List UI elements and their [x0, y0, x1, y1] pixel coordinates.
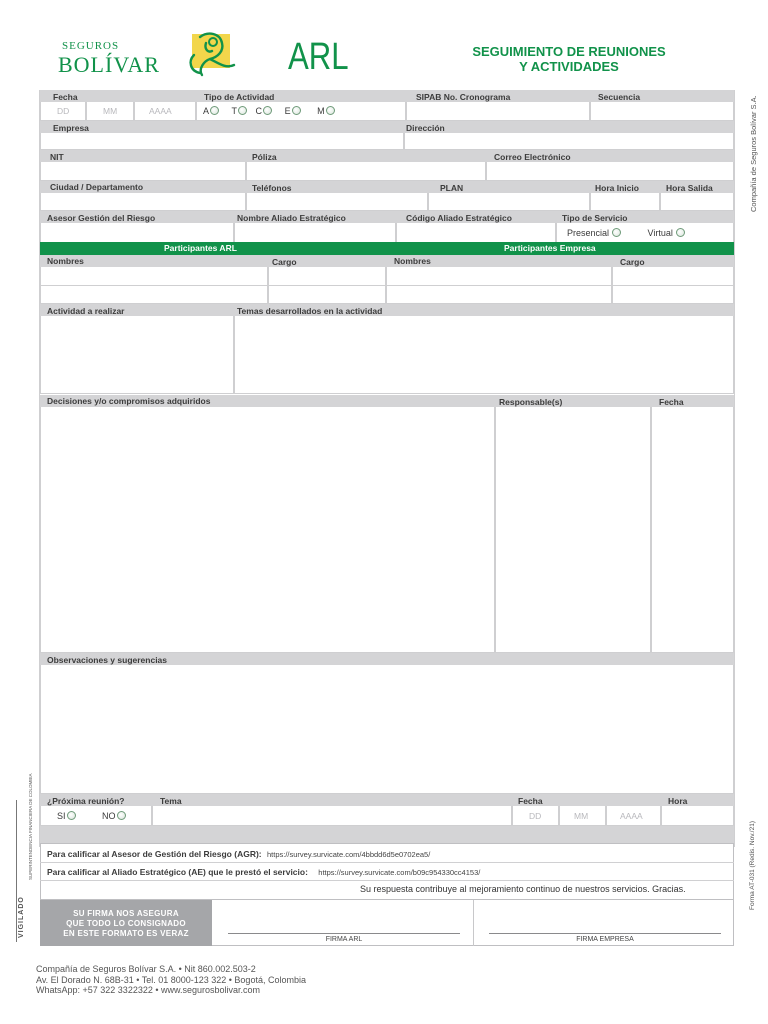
empresa-cargo-2[interactable] — [612, 286, 734, 304]
direccion-label: Dirección — [406, 123, 445, 133]
arl-cargo-label: Cargo — [272, 257, 297, 267]
signature-divider — [473, 900, 474, 946]
ciudad-label: Ciudad / Departamento — [50, 182, 144, 192]
fecha-dd-field[interactable] — [40, 102, 86, 121]
sipab-label: SIPAB No. Cronograma — [416, 92, 511, 102]
ae-url-link[interactable]: https://survey.survicate.com/b09c954330cc4153/ — [318, 868, 481, 877]
empresa-cargo-label: Cargo — [620, 257, 645, 267]
notice-line1: SU FIRMA NOS ASEGURA — [73, 909, 179, 918]
hora-inicio-label: Hora Inicio — [595, 183, 639, 193]
survey-divider-2 — [40, 880, 734, 881]
footer — [36, 964, 306, 996]
agr-url-link[interactable]: https://survey.survicate.com/4bbdd6d5e0702ea5/ — [267, 850, 431, 859]
vigilado-box — [16, 800, 38, 942]
tipo-e-label: E — [284, 106, 291, 116]
poliza-label: Póliza — [252, 152, 277, 162]
si-radio[interactable] — [67, 811, 76, 820]
notice-line3: EN ESTE FORMATO ES VERAZ — [63, 929, 189, 938]
actividad-field[interactable] — [40, 316, 234, 394]
company-side-text: Compañía de Seguros Bolívar S.A. — [749, 95, 758, 212]
poliza-field[interactable] — [246, 162, 486, 181]
decisiones-label: Decisiones y/o compromisos adquiridos — [47, 396, 211, 406]
superintendencia-text: SUPERINTENDENCIA FINANCIERA DE COLOMBIA — [28, 773, 33, 880]
tipo-servicio-label: Tipo de Servicio — [562, 213, 628, 223]
vigilado-text: VIGILADO — [18, 896, 25, 938]
codigo-aliado-field[interactable] — [396, 223, 556, 243]
next-dd-placeholder: DD — [529, 811, 542, 821]
survey-thanks: Su respuesta contribuye al mejoramiento continuo de nuestros servicios. Gracias. — [360, 884, 686, 894]
temas-label: Temas desarrollados en la actividad — [237, 306, 383, 316]
firma-arl-label: FIRMA ARL — [325, 936, 363, 943]
next-hora-label: Hora — [668, 796, 688, 806]
survey-ae-row — [47, 867, 480, 877]
hora-salida-label: Hora Salida — [666, 183, 713, 193]
tipo-e-radio[interactable] — [292, 106, 301, 115]
tipo-servicio-options — [567, 226, 685, 240]
tema-label: Tema — [160, 796, 182, 806]
observaciones-field[interactable] — [40, 665, 734, 794]
empresa-cargo-1[interactable] — [612, 267, 734, 286]
aliado-label: Nombre Aliado Estratégico — [237, 213, 346, 223]
arl-nombre-2[interactable] — [40, 286, 268, 304]
fecha-label: Fecha — [53, 92, 78, 102]
codigo-aliado-label: Código Aliado Estratégico — [406, 213, 512, 223]
next-meeting-header — [40, 794, 734, 806]
form-right-border — [734, 90, 735, 847]
telefonos-label: Teléfonos — [252, 183, 292, 193]
arl-nombre-1[interactable] — [40, 267, 268, 286]
tipo-actividad-field — [196, 102, 406, 121]
next-aaaa-field[interactable] — [606, 806, 661, 826]
tipo-t-label: T — [231, 106, 238, 116]
decisions-fecha-label: Fecha — [659, 397, 684, 407]
presencial-radio[interactable] — [612, 228, 621, 237]
aliado-field[interactable] — [234, 223, 396, 243]
separator-bar — [40, 826, 734, 843]
tipo-m-label: M — [317, 106, 325, 116]
next-dd-field[interactable] — [512, 806, 559, 826]
telefonos-field[interactable] — [246, 193, 428, 211]
notice-line2: QUE TODO LO CONSIGNADO — [66, 919, 186, 928]
arl-nombres-label: Nombres — [47, 256, 84, 266]
survey-divider-1 — [40, 862, 734, 863]
asesor-label: Asesor Gestión del Riesgo — [47, 213, 156, 223]
hora-inicio-field[interactable] — [590, 193, 660, 211]
hora-salida-field[interactable] — [660, 193, 734, 211]
participantes-empresa-label: Participantes Empresa — [504, 243, 596, 253]
asesor-field[interactable] — [40, 223, 234, 243]
proxima-reunion-label: ¿Próxima reunión? — [47, 796, 125, 806]
next-aaaa-placeholder: AAAA — [620, 811, 643, 821]
next-hora-field[interactable] — [661, 806, 734, 826]
correo-field[interactable] — [486, 162, 734, 181]
empresa-label: Empresa — [53, 123, 89, 133]
plan-label: PLAN — [440, 183, 464, 193]
proxima-options — [57, 809, 126, 823]
tipo-actividad-options — [203, 104, 335, 118]
arl-cargo-2[interactable] — [268, 286, 386, 304]
product-title: ARL — [288, 36, 349, 78]
presencial-label: Presencial — [567, 228, 610, 238]
footer-line2: Av. El Dorado N. 68B-31 • Tel. 01 8000-123 322 • Bogotá, Colombia — [36, 974, 306, 985]
bolivar-logo-icon — [180, 29, 238, 77]
tipo-a-label: A — [203, 106, 210, 116]
row2-header — [40, 121, 734, 133]
empresa-nombre-1[interactable] — [386, 267, 612, 286]
tipo-a-radio[interactable] — [210, 106, 219, 115]
decisions-fecha-field[interactable] — [651, 407, 734, 653]
no-label: NO — [102, 811, 116, 821]
virtual-label: Virtual — [647, 228, 673, 238]
firma-empresa-line[interactable] — [489, 933, 721, 934]
tema-field[interactable] — [152, 806, 512, 826]
tipo-c-radio[interactable] — [263, 106, 272, 115]
proxima-reunion-field — [40, 806, 152, 826]
empresa-nombre-2[interactable] — [386, 286, 612, 304]
form-code-side-text: Forma AT-031 (Redis. Nov./21) — [749, 821, 756, 910]
agr-label: Para calificar al Asesor de Gestión del Riesgo (AGR): — [47, 849, 262, 859]
empresa-field[interactable] — [40, 133, 404, 150]
brand-name: BOLÍVAR — [58, 52, 160, 77]
mm-placeholder: MM — [103, 106, 118, 116]
responsables-field[interactable] — [495, 407, 651, 653]
activity-header — [40, 304, 734, 316]
brand-small-text: SEGUROS — [62, 40, 120, 52]
form-title — [440, 44, 698, 74]
form-title-line1: SEGUIMIENTO DE REUNIONES — [472, 44, 666, 59]
nit-label: NIT — [50, 152, 64, 162]
secuencia-field[interactable] — [590, 102, 734, 121]
firma-arl-line[interactable] — [228, 933, 460, 934]
footer-line3: WhatsApp: +57 322 3322322 • www.segurosbolivar.com — [36, 985, 261, 995]
tipo-c-label: C — [255, 106, 263, 116]
participantes-arl-label: Participantes ARL — [164, 243, 237, 253]
ae-label: Para calificar al Aliado Estratégico (AE) que le prestó el servicio: — [47, 867, 308, 877]
next-fecha-label: Fecha — [518, 796, 543, 806]
temas-field[interactable] — [234, 316, 734, 394]
actividad-label: Actividad a realizar — [47, 306, 125, 316]
correo-label: Correo Electrónico — [494, 152, 571, 162]
ciudad-field[interactable] — [40, 193, 246, 211]
tipo-t-radio[interactable] — [238, 106, 247, 115]
si-label: SI — [57, 811, 66, 821]
nit-field[interactable] — [40, 162, 246, 181]
footer-line1: Compañía de Seguros Bolívar S.A. • Nit 860.002.503-2 — [36, 964, 256, 974]
fecha-mm-field[interactable] — [86, 102, 134, 121]
plan-field[interactable] — [428, 193, 590, 211]
next-mm-field[interactable] — [559, 806, 606, 826]
next-mm-placeholder: MM — [574, 811, 589, 821]
arl-cargo-1[interactable] — [268, 267, 386, 286]
tipo-actividad-label: Tipo de Actividad — [204, 92, 275, 102]
sipab-field[interactable] — [406, 102, 590, 121]
dd-placeholder: DD — [57, 106, 70, 116]
row3-header — [40, 150, 734, 162]
virtual-radio[interactable] — [676, 228, 685, 237]
participants-header — [40, 242, 734, 255]
tipo-servicio-field — [556, 223, 734, 243]
no-radio[interactable] — [117, 811, 126, 820]
secuencia-label: Secuencia — [598, 92, 641, 102]
responsables-label: Responsable(s) — [499, 397, 563, 407]
aaaa-placeholder: AAAA — [149, 106, 172, 116]
signature-notice — [40, 900, 212, 946]
empresa-nombres-label: Nombres — [394, 256, 431, 266]
fecha-aaaa-field[interactable] — [134, 102, 196, 121]
direccion-field[interactable] — [404, 133, 734, 150]
firma-empresa-label: FIRMA EMPRESA — [576, 936, 634, 943]
decisiones-field[interactable] — [40, 407, 495, 653]
observaciones-label: Observaciones y sugerencias — [47, 655, 168, 665]
tipo-m-radio[interactable] — [326, 106, 335, 115]
form-title-line2: Y ACTIVIDADES — [519, 59, 619, 74]
survey-agr-row — [47, 849, 430, 859]
